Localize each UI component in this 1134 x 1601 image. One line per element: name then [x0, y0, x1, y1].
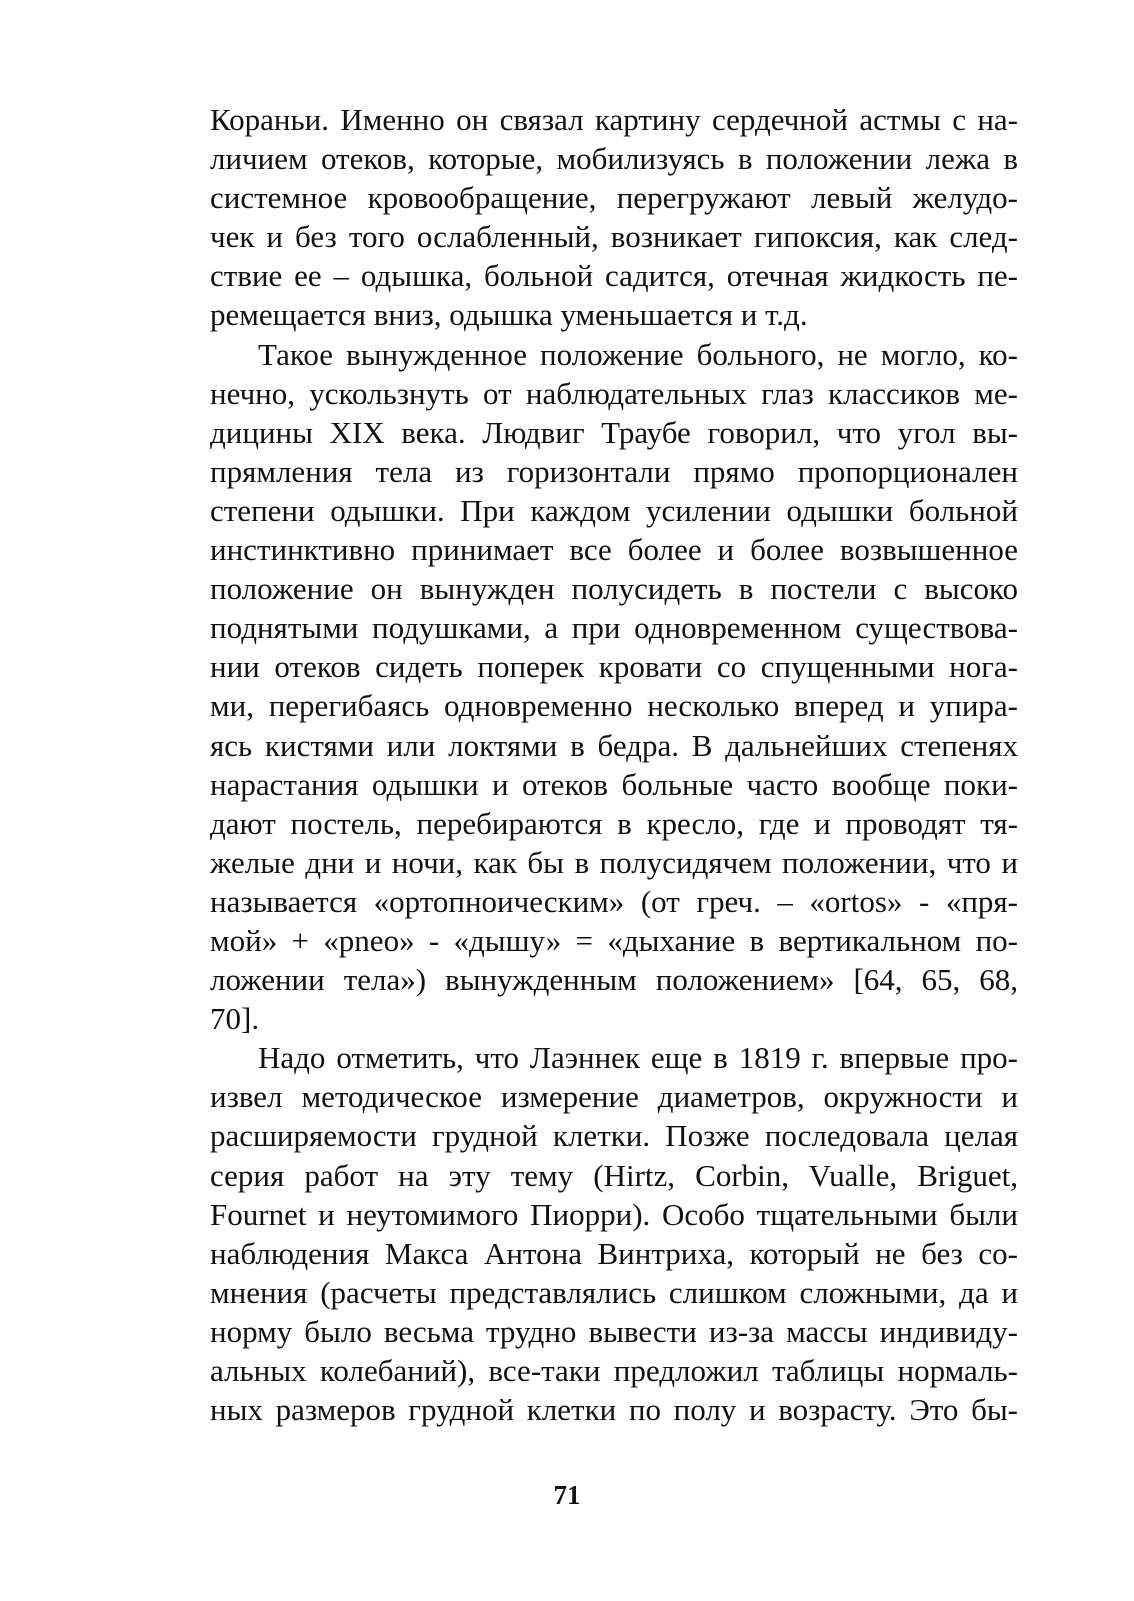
text-line: ложении тела») вынужденным положением» [64, 65, 68,	[210, 962, 1018, 998]
text-line: дицины XIX века. Людвиг Траубе говорил, что угол вы-	[210, 414, 1018, 450]
text-line: нии отеков сидеть поперек кровати со спущенными нога-	[210, 649, 1018, 685]
text-line: желые дни и ночи, как бы в полусидячем положении, что и	[210, 844, 1018, 880]
text-line: Кораньи. Именно он связал картину сердечной астмы с на-	[210, 102, 1018, 137]
text-line: прямления тела из горизонтали прямо пропорционален	[210, 453, 1018, 489]
text-line: дают постель, перебираются в кресло, где и проводят тя-	[210, 805, 1018, 841]
text-line: чек и без того ослабленный, возникает гипоксия, как след-	[210, 219, 1018, 255]
text-line: Надо отметить, что Лаэннек еще в 1819 г. впервые про-	[258, 1040, 1018, 1076]
text-line: личием отеков, которые, мобилизуясь в положении лежа в	[210, 141, 1018, 177]
text-line: Fournet и неутомимого Пиорри). Особо тщательными были	[210, 1196, 1018, 1232]
text-line: норму было весьма трудно вывести из-за массы индивиду-	[210, 1313, 1018, 1349]
text-line: ствие ее – одышка, больной садится, отечная жидкость пе-	[210, 258, 1018, 294]
text-line: извел методическое измерение диаметров, окружности и	[210, 1079, 1018, 1115]
text-line: ясь кистями или локтями в бедра. В дальнейших степенях	[210, 727, 1018, 763]
text-line: ремещается вниз, одышка уменьшается и т.д.	[210, 297, 808, 333]
page-number: 71	[553, 1480, 581, 1510]
text-line: нечно, ускользнуть от наблюдательных глаз классиков ме-	[210, 375, 1018, 411]
text-line: положение он вынужден полусидеть в постели с высоко	[210, 571, 1018, 607]
paragraph	[210, 100, 1018, 335]
text-line: наблюдения Макса Антона Винтриха, который не без со-	[210, 1235, 1018, 1271]
text-line: ных размеров грудной клетки по полу и возрасту. Это бы-	[210, 1392, 1018, 1428]
text-line: ми, перегибаясь одновременно несколько вперед и упира-	[210, 688, 1018, 724]
text-line: степени одышки. При каждом усилении одышки больной	[210, 492, 1018, 528]
text-line: мнения (расчеты представлялись слишком сложными, да и	[210, 1274, 1018, 1310]
text-line: 70].	[210, 1001, 260, 1037]
text-line: поднятыми подушками, а при одновременном существова-	[210, 610, 1018, 646]
text-line: расширяемости грудной клетки. Позже последовала целая	[210, 1118, 1018, 1154]
text-line: инстинктивно принимает все более и более возвышенное	[210, 532, 1018, 568]
text-line: нарастания одышки и отеков больные часто вообще поки-	[210, 766, 1018, 802]
text-line: альных колебаний), все-таки предложил таблицы нормаль-	[210, 1353, 1018, 1388]
paragraph	[210, 335, 1018, 1039]
text-line: Такое вынужденное положение больного, не могло, ко-	[258, 336, 1018, 372]
text-line: серия работ на эту тему (Hirtz, Corbin, Vualle, Briguet,	[210, 1157, 1018, 1193]
paragraph	[210, 1038, 1018, 1429]
body-text	[210, 100, 1018, 1429]
text-line: называется «ортопноическим» (от греч. – «ortos» - «пря-	[210, 883, 1018, 919]
text-line: системное кровообращение, перегружают левый желудо-	[210, 180, 1018, 216]
text-line: мой» + «pnеo» - «дышу» = «дыхание в вертикальном по-	[210, 922, 1018, 958]
